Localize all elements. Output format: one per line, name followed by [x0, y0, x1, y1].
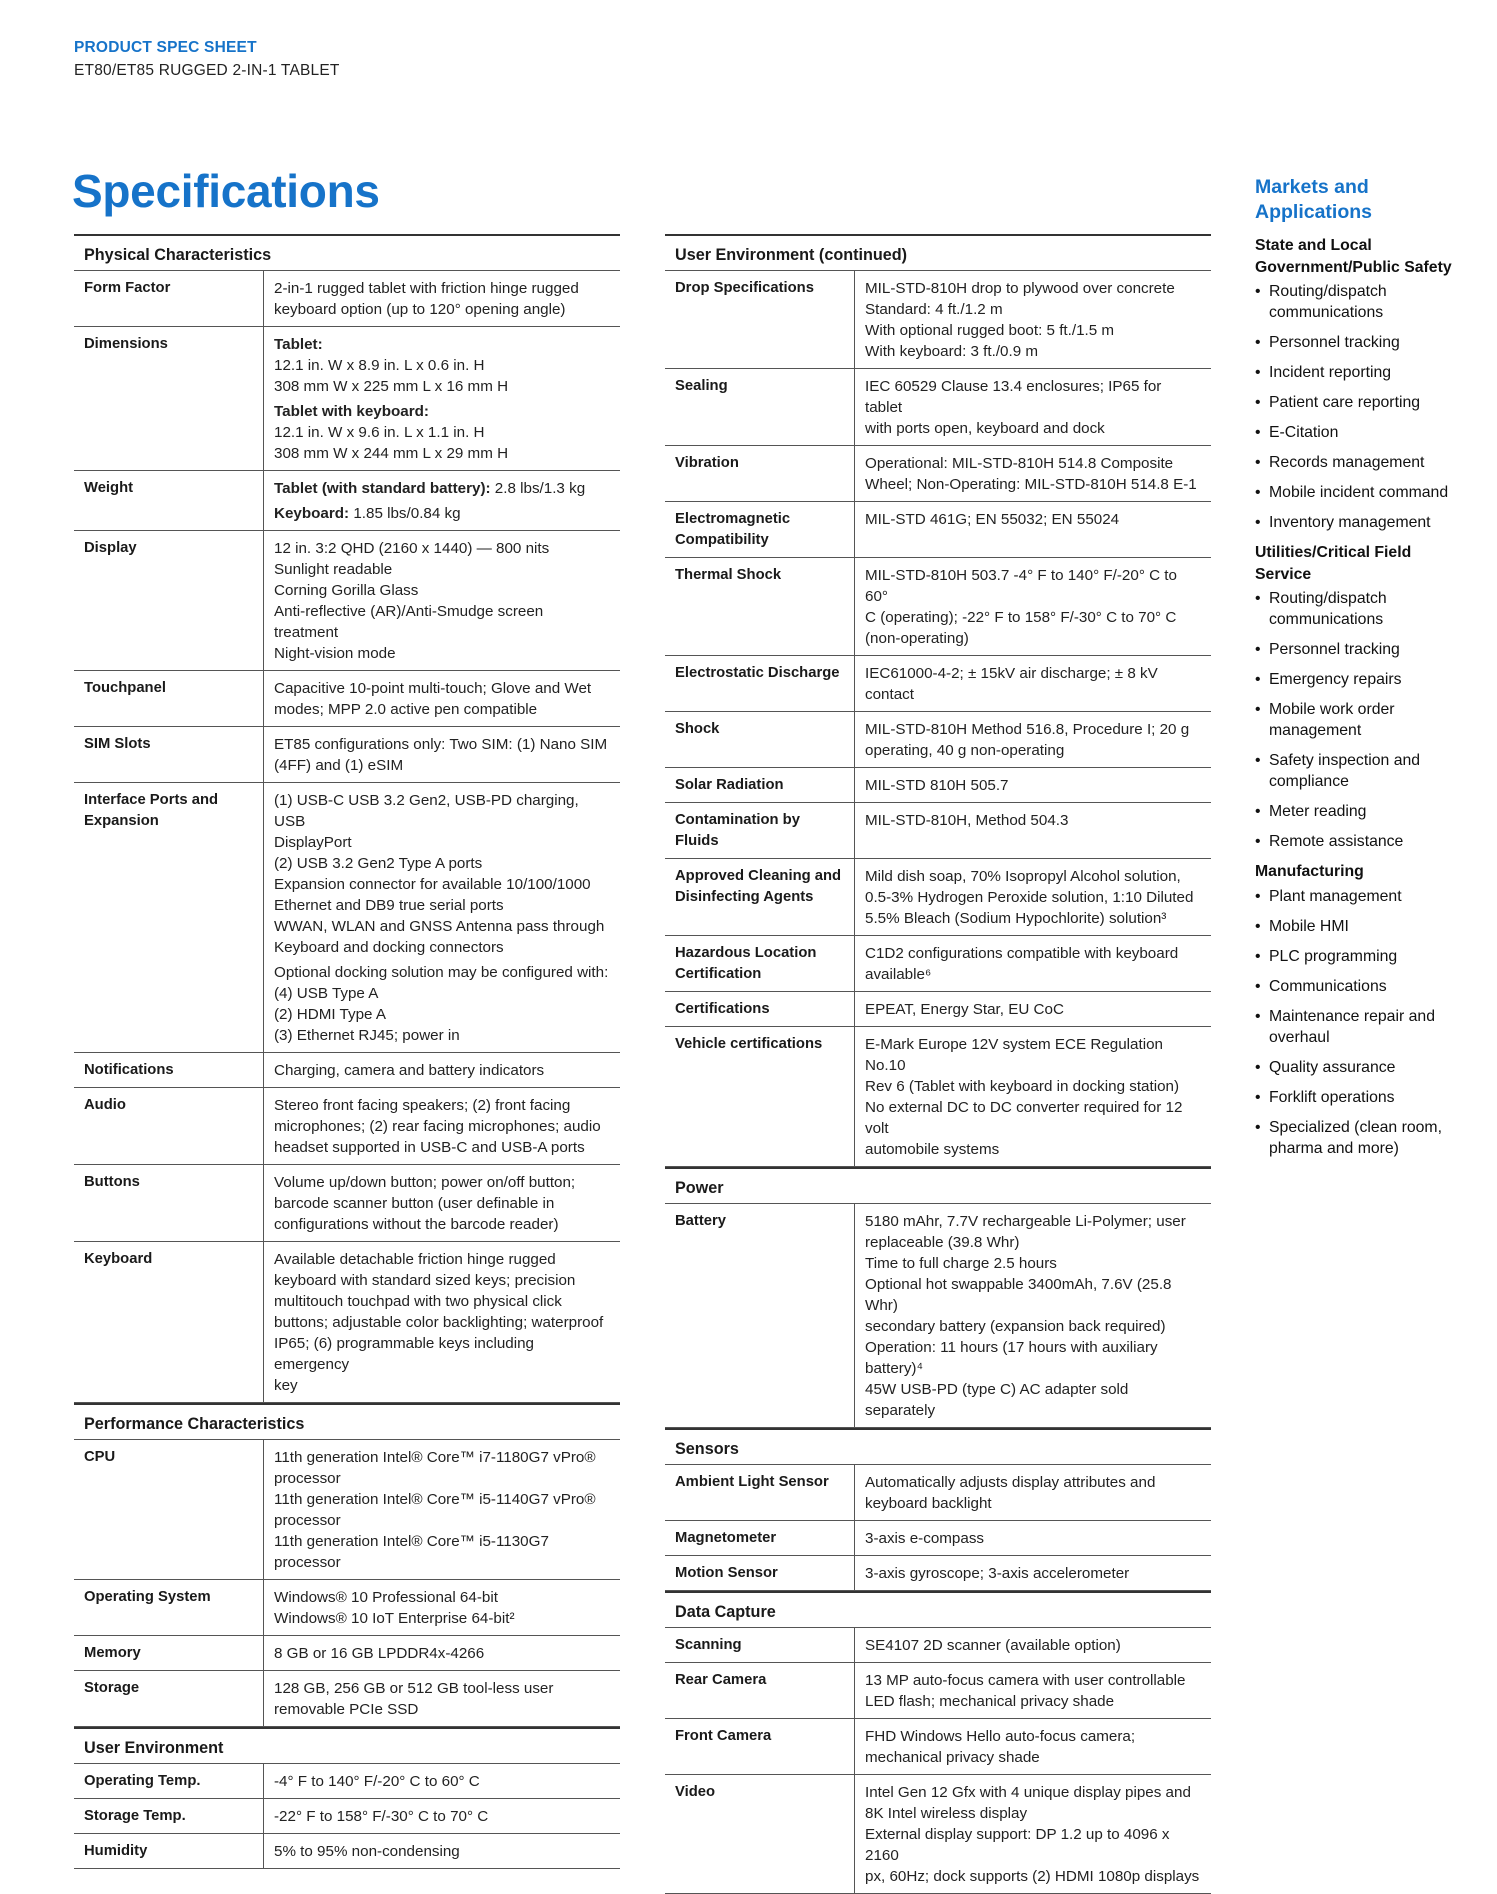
market-item: • Routing/dispatch communications [1255, 281, 1455, 323]
markets-sidebar [1255, 175, 1455, 1168]
spec-line: (non-operating) [865, 630, 969, 647]
spec-key: SIM Slots [74, 727, 264, 783]
market-item: • Mobile HMI [1255, 916, 1455, 937]
spec-row [665, 992, 1211, 1027]
spec-value [855, 768, 1212, 803]
sidebar-title-line2: Applications [1255, 201, 1373, 223]
spec-line: Windows® 10 Professional 64-bit [274, 1589, 498, 1606]
spec-label: Tablet: [274, 336, 323, 353]
spec-line: E-Mark Europe 12V system ECE Regulation No.10 [865, 1036, 1163, 1074]
spec-line: WWAN, WLAN and GNSS Antenna pass through [274, 918, 605, 935]
spec-row [74, 1242, 620, 1403]
spec-key: Scanning [665, 1628, 855, 1663]
spec-line: IEC61000-4-2; ± 15kV air discharge; ± 8 kV contact [865, 665, 1158, 703]
spec-value [264, 783, 621, 1053]
spec-line: -22° F to 158° F/-30° C to 70° C [274, 1808, 489, 1825]
spec-line: (3) Ethernet RJ45; power in [274, 1027, 460, 1044]
market-list [1255, 886, 1455, 1159]
spec-line: Ethernet and DB9 true serial ports [274, 897, 504, 914]
spec-row [74, 783, 620, 1053]
spec-line: 2-in-1 rugged tablet with friction hinge rugged [274, 280, 579, 297]
spec-value [855, 936, 1212, 992]
spec-line: MIL-STD-810H, Method 504.3 [865, 812, 1069, 829]
spec-line: 11th generation Intel® Core™ i5-1140G7 vPro® [274, 1491, 596, 1508]
spec-line: MIL-STD 461G; EN 55032; EN 55024 [865, 511, 1120, 528]
spec-key: Vehicle certifications [665, 1027, 855, 1167]
spec-key: Vibration [665, 446, 855, 502]
spec-row [665, 1521, 1211, 1556]
spec-value [855, 1556, 1212, 1591]
spec-row [665, 1663, 1211, 1719]
spec-line: -4° F to 140° F/-20° C to 60° C [274, 1773, 480, 1790]
market-item: • Emergency repairs [1255, 669, 1455, 690]
spec-line: processor [274, 1470, 341, 1487]
spec-line: ET85 configurations only: Two SIM: (1) Nano SIM [274, 736, 608, 753]
spec-key: Ambient Light Sensor [665, 1465, 855, 1521]
spec-value [264, 1636, 621, 1671]
spec-key: Memory [74, 1636, 264, 1671]
spec-line: Operational: MIL-STD-810H 514.8 Composite [865, 455, 1174, 472]
market-item: • Patient care reporting [1255, 392, 1455, 413]
spec-value [855, 369, 1212, 446]
spec-value [855, 1521, 1212, 1556]
spec-row [74, 1764, 620, 1799]
spec-value [855, 1719, 1212, 1775]
spec-key: Electrostatic Discharge [665, 656, 855, 712]
spec-key: Storage Temp. [74, 1799, 264, 1834]
spec-line: Rev 6 (Tablet with keyboard in docking station) [865, 1078, 1180, 1095]
spec-row [665, 768, 1211, 803]
spec-row [665, 803, 1211, 859]
spec-line: 13 MP auto-focus camera with user controllable [865, 1672, 1186, 1689]
section-heading: Data Capture [665, 1591, 1211, 1628]
market-item: • Mobile work order management [1255, 699, 1455, 741]
spec-line: headset supported in USB-C and USB-A ports [274, 1139, 585, 1156]
spec-line: 8K Intel wireless display [865, 1805, 1028, 1822]
spec-key: Sealing [665, 369, 855, 446]
spec-key: Operating System [74, 1580, 264, 1636]
spec-line: DisplayPort [274, 834, 352, 851]
spec-value [264, 1799, 621, 1834]
spec-line: Wheel; Non-Operating: MIL-STD-810H 514.8 E-1 [865, 476, 1197, 493]
spec-line: Windows® 10 IoT Enterprise 64-bit² [274, 1610, 515, 1627]
spec-line: px, 60Hz; dock supports (2) HDMI 1080p displays [865, 1868, 1200, 1885]
market-item: • Meter reading [1255, 801, 1455, 822]
spec-line: Corning Gorilla Glass [274, 582, 419, 599]
spec-line: 3-axis gyroscope; 3-axis accelerometer [865, 1565, 1130, 1582]
spec-value [264, 1242, 621, 1403]
spec-line: modes; MPP 2.0 active pen compatible [274, 701, 538, 718]
spec-row [665, 1556, 1211, 1591]
spec-table [665, 1465, 1211, 1591]
spec-value [264, 1764, 621, 1799]
spec-line: IP65; (6) programmable keys including emergency [274, 1335, 534, 1373]
market-item: • Personnel tracking [1255, 639, 1455, 660]
spec-value [855, 271, 1212, 369]
spec-line: (2) HDMI Type A [274, 1006, 386, 1023]
section-heading: Performance Characteristics [74, 1403, 620, 1440]
spec-row [665, 936, 1211, 992]
spec-row [665, 859, 1211, 936]
spec-line: operating, 40 g non-operating [865, 742, 1065, 759]
sidebar-title-line1: Markets and [1255, 176, 1369, 198]
section-heading: Physical Characteristics [74, 234, 620, 271]
spec-value [855, 446, 1212, 502]
spec-value [855, 502, 1212, 558]
section-heading: Power [665, 1167, 1211, 1204]
spec-line: 5.5% Bleach (Sodium Hypochlorite) solution³ [865, 910, 1167, 927]
spec-label: Keyboard: [274, 505, 350, 522]
spec-line: Keyboard and docking connectors [274, 939, 504, 956]
market-list [1255, 588, 1455, 852]
spec-value [855, 1465, 1212, 1521]
spec-key: Approved Cleaning and Disinfecting Agents [665, 859, 855, 936]
spec-key: Form Factor [74, 271, 264, 327]
spec-row [74, 1165, 620, 1242]
spec-table [665, 271, 1211, 1167]
spec-line: (2) USB 3.2 Gen2 Type A ports [274, 855, 483, 872]
spec-value [264, 471, 621, 531]
spec-value [264, 327, 621, 471]
spec-line: Volume up/down button; power on/off button; [274, 1174, 576, 1191]
market-item: • E-Citation [1255, 422, 1455, 443]
spec-line: 3-axis e-compass [865, 1530, 985, 1547]
spec-line: 308 mm W x 225 mm L x 16 mm H [274, 378, 509, 395]
spec-line: microphones; (2) rear facing microphones; audio [274, 1118, 601, 1135]
spec-line: Expansion connector for available 10/100/1000 [274, 876, 591, 893]
spec-line: 45W USB-PD (type C) AC adapter sold separately [865, 1381, 1129, 1419]
spec-key: Touchpanel [74, 671, 264, 727]
spec-line: keyboard option (up to 120° opening angle) [274, 301, 566, 318]
spec-key: Drop Specifications [665, 271, 855, 369]
spec-value [855, 1204, 1212, 1428]
spec-line: No external DC to DC converter required for 12 volt [865, 1099, 1183, 1137]
spec-row [74, 1799, 620, 1834]
spec-table [665, 1628, 1211, 1894]
spec-value [264, 1440, 621, 1580]
market-item: • Incident reporting [1255, 362, 1455, 383]
spec-line: keyboard backlight [865, 1495, 992, 1512]
spec-line: removable PCIe SSD [274, 1701, 419, 1718]
spec-key: Hazardous Location Certification [665, 936, 855, 992]
sheet-type-label: PRODUCT SPEC SHEET [74, 39, 257, 56]
spec-value [264, 671, 621, 727]
spec-line: C (operating); -22° F to 158° F/-30° C to 70° C [865, 609, 1177, 626]
spec-row [665, 1027, 1211, 1167]
spec-row [74, 1088, 620, 1165]
spec-line: with ports open, keyboard and dock [865, 420, 1105, 437]
spec-line: Sunlight readable [274, 561, 393, 578]
spec-value [264, 531, 621, 671]
spec-key: CPU [74, 1440, 264, 1580]
spec-line: SE4107 2D scanner (available option) [865, 1637, 1121, 1654]
spec-line: 0.5-3% Hydrogen Peroxide solution, 1:10 Diluted [865, 889, 1194, 906]
spec-line: 12.1 in. W x 9.6 in. L x 1.1 in. H [274, 424, 485, 441]
spec-key: Certifications [665, 992, 855, 1027]
spec-line: available⁶ [865, 966, 932, 983]
spec-key: Buttons [74, 1165, 264, 1242]
spec-key: Battery [665, 1204, 855, 1428]
spec-value [264, 271, 621, 327]
spec-row [74, 327, 620, 471]
spec-table [74, 271, 620, 1403]
market-item: • Safety inspection and compliance [1255, 750, 1455, 792]
spec-key: Keyboard [74, 1242, 264, 1403]
market-list [1255, 281, 1455, 533]
spec-line: Operation: 11 hours (17 hours with auxiliary [865, 1339, 1158, 1356]
spec-line: barcode scanner button (user definable in [274, 1195, 555, 1212]
spec-line: Anti-reflective (AR)/Anti-Smudge screen treatment [274, 603, 544, 641]
spec-key: Motion Sensor [665, 1556, 855, 1591]
spec-line: 128 GB, 256 GB or 512 GB tool-less user [274, 1680, 554, 1697]
spec-row [665, 271, 1211, 369]
spec-line: Intel Gen 12 Gfx with 4 unique display pipes and [865, 1784, 1191, 1801]
spec-key: Shock [665, 712, 855, 768]
sidebar-groups [1255, 235, 1455, 1159]
spec-key: Display [74, 531, 264, 671]
spec-line: processor [274, 1512, 341, 1529]
spec-line: 5% to 95% non-condensing [274, 1843, 460, 1860]
spec-line: replaceable (39.8 Whr) [865, 1234, 1020, 1251]
spec-line: Stereo front facing speakers; (2) front facing [274, 1097, 571, 1114]
spec-table [74, 1440, 620, 1727]
spec-row [74, 1053, 620, 1088]
sidebar-title [1255, 175, 1455, 225]
spec-key: Dimensions [74, 327, 264, 471]
spec-line: IEC 60529 Clause 13.4 enclosures; IP65 for tablet [865, 378, 1162, 416]
spec-line: FHD Windows Hello auto-focus camera; [865, 1728, 1136, 1745]
spec-value [855, 1628, 1212, 1663]
spec-table [665, 1204, 1211, 1428]
spec-key: Front Camera [665, 1719, 855, 1775]
spec-key: Solar Radiation [665, 768, 855, 803]
section-heading: User Environment (continued) [665, 234, 1211, 271]
spec-line: 12.1 in. W x 8.9 in. L x 0.6 in. H [274, 357, 485, 374]
spec-row [74, 1636, 620, 1671]
spec-line: Keyboard: 1.85 lbs/0.84 kg [274, 505, 461, 522]
spec-key: Thermal Shock [665, 558, 855, 656]
market-item: • Communications [1255, 976, 1455, 997]
market-item: • Maintenance repair and overhaul [1255, 1006, 1455, 1048]
spec-line: Mild dish soap, 70% Isopropyl Alcohol solution, [865, 868, 1181, 885]
spec-value [264, 1165, 621, 1242]
spec-row [74, 671, 620, 727]
spec-line: MIL-STD-810H 503.7 -4° F to 140° F/-20° C to 60° [865, 567, 1177, 605]
spec-line: EPEAT, Energy Star, EU CoC [865, 1001, 1064, 1018]
market-item: • Mobile incident command [1255, 482, 1455, 503]
spec-line: multitouch touchpad with two physical click [274, 1293, 562, 1310]
spec-row [665, 1719, 1211, 1775]
spec-value [855, 656, 1212, 712]
spec-line: Automatically adjusts display attributes and [865, 1474, 1156, 1491]
spec-row [74, 271, 620, 327]
left-spec-column [74, 234, 620, 1869]
spec-line: Tablet (with standard battery): 2.8 lbs/1.3 kg [274, 480, 586, 497]
spec-value [264, 1580, 621, 1636]
spec-value [855, 859, 1212, 936]
spec-line: LED flash; mechanical privacy shade [865, 1693, 1115, 1710]
spec-line: key [274, 1377, 298, 1394]
spec-row [74, 471, 620, 531]
spec-key: Weight [74, 471, 264, 531]
spec-line: Time to full charge 2.5 hours [865, 1255, 1057, 1272]
spec-row [74, 1580, 620, 1636]
spec-row [665, 1775, 1211, 1894]
spec-row [74, 1440, 620, 1580]
spec-line: keyboard with standard sized keys; precision [274, 1272, 576, 1289]
market-heading: Utilities/Critical Field Service [1255, 544, 1412, 583]
spec-value [264, 1053, 621, 1088]
section-heading: Sensors [665, 1428, 1211, 1465]
spec-value [264, 1834, 621, 1869]
market-heading: Manufacturing [1255, 863, 1364, 880]
spec-row [665, 1204, 1211, 1428]
spec-line: External display support: DP 1.2 up to 4096 x 2160 [865, 1826, 1170, 1864]
spec-value [855, 712, 1212, 768]
spec-line: (1) USB-C USB 3.2 Gen2, USB-PD charging, USB [274, 792, 579, 830]
spec-key: Rear Camera [665, 1663, 855, 1719]
spec-line [274, 334, 610, 355]
spec-line: MIL-STD-810H drop to plywood over concrete [865, 280, 1175, 297]
spec-row [665, 1465, 1211, 1521]
spec-row [74, 1671, 620, 1727]
spec-line: Night-vision mode [274, 645, 396, 662]
spec-label: Tablet with keyboard: [274, 403, 429, 420]
spec-key: Electromagnetic Compatibility [665, 502, 855, 558]
spec-value [264, 1088, 621, 1165]
market-item: • PLC programming [1255, 946, 1455, 967]
spec-line: Optional hot swappable 3400mAh, 7.6V (25.8 Whr) [865, 1276, 1172, 1314]
spec-key: Operating Temp. [74, 1764, 264, 1799]
market-item: • Records management [1255, 452, 1455, 473]
spec-line: 8 GB or 16 GB LPDDR4x-4266 [274, 1645, 485, 1662]
spec-key: Audio [74, 1088, 264, 1165]
spec-key: Humidity [74, 1834, 264, 1869]
spec-line: 308 mm W x 244 mm L x 29 mm H [274, 445, 509, 462]
spec-line: (4FF) and (1) eSIM [274, 757, 404, 774]
spec-line: automobile systems [865, 1141, 1000, 1158]
spec-line: 12 in. 3:2 QHD (2160 x 1440) — 800 nits [274, 540, 550, 557]
market-heading: State and Local Government/Public Safety [1255, 237, 1452, 276]
spec-line: 11th generation Intel® Core™ i5-1130G7 processor [274, 1533, 549, 1571]
spec-line: Standard: 4 ft./1.2 m [865, 301, 1003, 318]
spec-line: With keyboard: 3 ft./0.9 m [865, 343, 1039, 360]
market-item: • Specialized (clean room, pharma and more) [1255, 1117, 1455, 1159]
spec-line: battery)⁴ [865, 1360, 924, 1377]
spec-line: secondary battery (expansion back required) [865, 1318, 1166, 1335]
spec-row [665, 1628, 1211, 1663]
spec-value [855, 1775, 1212, 1894]
market-item: • Personnel tracking [1255, 332, 1455, 353]
spec-line: Capacitive 10-point multi-touch; Glove and Wet [274, 680, 592, 697]
spec-line: Optional docking solution may be configured with: [274, 964, 609, 981]
spec-row [665, 656, 1211, 712]
spec-line: mechanical privacy shade [865, 1749, 1040, 1766]
spec-value [855, 1663, 1212, 1719]
spec-value [264, 727, 621, 783]
spec-line: With optional rugged boot: 5 ft./1.5 m [865, 322, 1115, 339]
market-item: • Forklift operations [1255, 1087, 1455, 1108]
spec-line: Available detachable friction hinge rugged [274, 1251, 556, 1268]
spec-key: Contamination by Fluids [665, 803, 855, 859]
spec-value [855, 558, 1212, 656]
market-item: • Inventory management [1255, 512, 1455, 533]
spec-line: 11th generation Intel® Core™ i7-1180G7 vPro® [274, 1449, 596, 1466]
spec-value [855, 803, 1212, 859]
spec-line: buttons; adjustable color backlighting; waterproof [274, 1314, 604, 1331]
spec-line: MIL-STD 810H 505.7 [865, 777, 1009, 794]
product-name: ET80/ET85 RUGGED 2-IN-1 TABLET [74, 62, 340, 79]
spec-key: Video [665, 1775, 855, 1894]
spec-line: configurations without the barcode reader) [274, 1216, 559, 1233]
page-title: Specifications [72, 165, 380, 217]
right-spec-column [665, 234, 1211, 1894]
spec-line: C1D2 configurations compatible with keyboard [865, 945, 1179, 962]
spec-line: Charging, camera and battery indicators [274, 1062, 545, 1079]
spec-row [74, 727, 620, 783]
spec-value [855, 1027, 1212, 1167]
section-heading: User Environment [74, 1727, 620, 1764]
spec-table [74, 1764, 620, 1869]
spec-row [74, 1834, 620, 1869]
spec-line [274, 401, 610, 422]
spec-key: Interface Ports and Expansion [74, 783, 264, 1053]
spec-key: Magnetometer [665, 1521, 855, 1556]
spec-row [74, 531, 620, 671]
spec-row [665, 369, 1211, 446]
spec-value [855, 992, 1212, 1027]
market-item: • Remote assistance [1255, 831, 1455, 852]
spec-row [665, 558, 1211, 656]
market-item: • Routing/dispatch communications [1255, 588, 1455, 630]
spec-label: Tablet (with standard battery): [274, 480, 491, 497]
spec-line: (4) USB Type A [274, 985, 379, 1002]
market-item: • Plant management [1255, 886, 1455, 907]
spec-key: Storage [74, 1671, 264, 1727]
spec-row [665, 446, 1211, 502]
spec-line: 5180 mAhr, 7.7V rechargeable Li-Polymer; user [865, 1213, 1186, 1230]
spec-value [264, 1671, 621, 1727]
spec-row [665, 502, 1211, 558]
spec-key: Notifications [74, 1053, 264, 1088]
market-item: • Quality assurance [1255, 1057, 1455, 1078]
spec-line: MIL-STD-810H Method 516.8, Procedure I; 20 g [865, 721, 1190, 738]
spec-row [665, 712, 1211, 768]
